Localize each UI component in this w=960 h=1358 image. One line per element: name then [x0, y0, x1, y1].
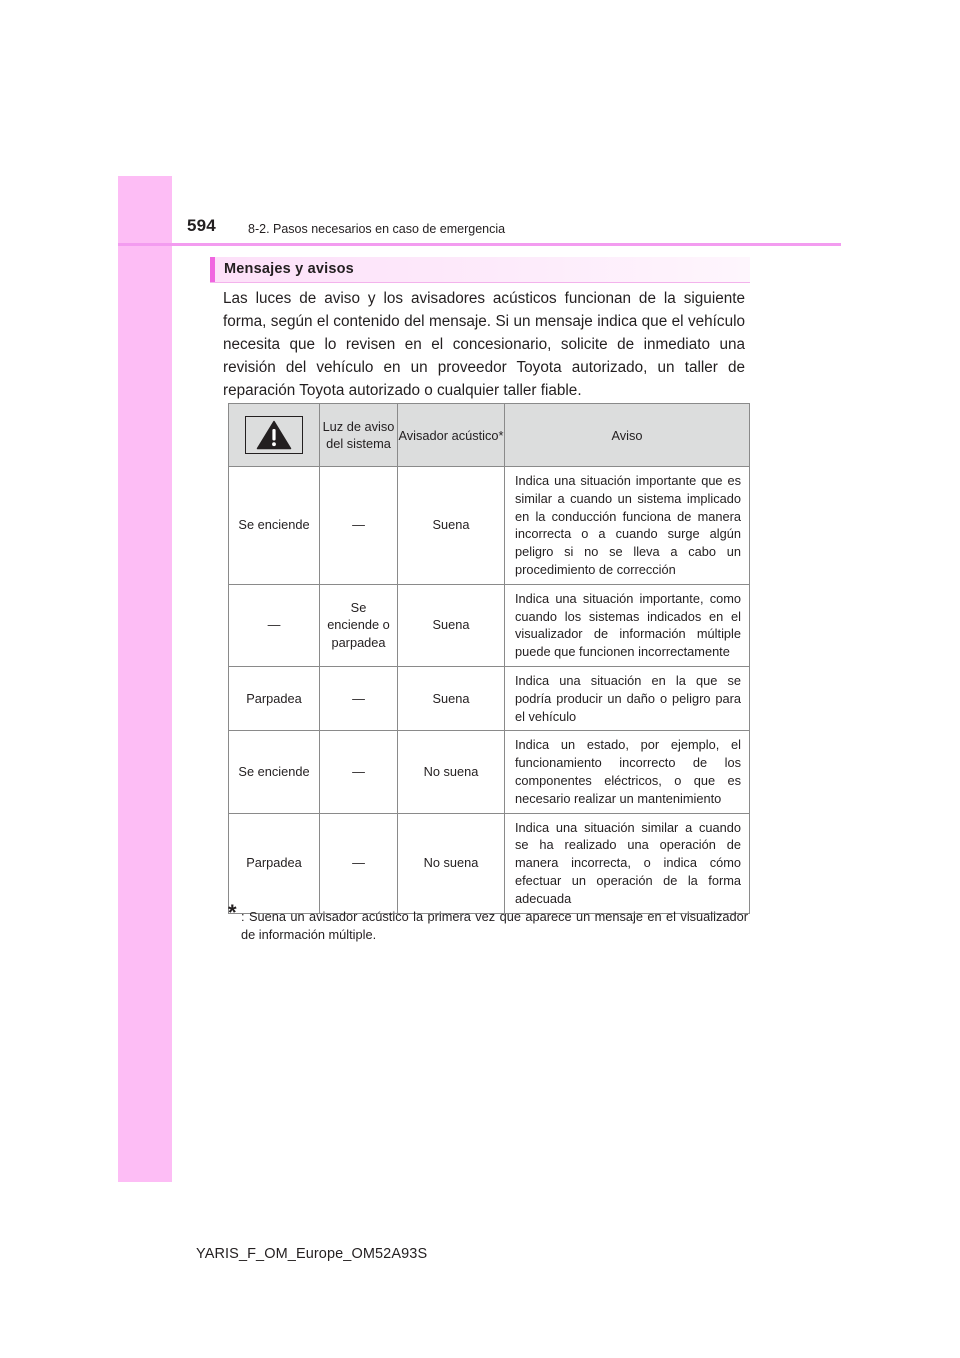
header-rule [118, 243, 841, 246]
messages-table [228, 403, 750, 914]
table-row [229, 731, 750, 813]
header-light: Luz de aviso del sistema [320, 404, 398, 467]
cell-indicator: Se enciende [229, 467, 320, 585]
cell-buzzer: No suena [398, 731, 505, 813]
cell-light: — [320, 813, 398, 913]
cell-description: Indica un estado, por ejemplo, el funcionamiento incorrecto de los componentes eléctricos, o que es necesario realizar un mantenimiento [505, 731, 750, 813]
section-heading [210, 257, 750, 283]
header-icon-cell [229, 404, 320, 467]
cell-indicator: Parpadea [229, 666, 320, 730]
table-header-row [229, 404, 750, 467]
cell-buzzer: Suena [398, 467, 505, 585]
header-notice: Aviso [505, 404, 750, 467]
cell-buzzer: Suena [398, 666, 505, 730]
table-row [229, 467, 750, 585]
cell-description: Indica una situación en la que se podría producir un daño o peligro para el vehículo [505, 666, 750, 730]
footnote [228, 900, 748, 943]
footnote-text: : Suena un avisador acústico la primera vez que aparece un mensaje en el visualizador de información múltiple. [241, 909, 748, 942]
cell-light: Se enciende o parpadea [320, 584, 398, 666]
warning-triangle-icon [245, 416, 303, 454]
cell-buzzer: Suena [398, 584, 505, 666]
table-row [229, 813, 750, 913]
table-row [229, 666, 750, 730]
document-id: YARIS_F_OM_Europe_OM52A93S [196, 1246, 428, 1262]
cell-indicator: Se enciende [229, 731, 320, 813]
cell-description: Indica una situación importante, como cuando los sistemas indicados en el visualizador de información múltiple puede que funcionen incorrectamente [505, 584, 750, 666]
cell-light: — [320, 731, 398, 813]
page-number: 594 [187, 216, 216, 235]
header-buzzer: Avisador acústico* [398, 404, 505, 467]
intro-paragraph: Las luces de aviso y los avisadores acústicos funcionan de la siguiente forma, según el contenido del mensaje. Si un mensaje indica que el vehículo necesita que lo revisen en el concesionario, solicite de inmediato una revisión del vehículo en un proveedor Toyota autorizado, un taller de reparación Toyota autorizado o cualquier taller fiable. [223, 290, 745, 399]
cell-light: — [320, 666, 398, 730]
cell-indicator: — [229, 584, 320, 666]
cell-description: Indica una situación similar a cuando se ha realizado una operación de manera incorrecta, o indica cómo efectuar un operación de la forma adecuada [505, 813, 750, 913]
cell-indicator: Parpadea [229, 813, 320, 913]
table-row [229, 584, 750, 666]
side-tab [118, 176, 172, 1182]
cell-buzzer: No suena [398, 813, 505, 913]
heading-accent [210, 257, 215, 282]
footnote-marker: * [228, 900, 237, 925]
section-title: 8-2. Pasos necesarios en caso de emergencia [248, 222, 506, 236]
section-heading-label: Mensajes y avisos [224, 261, 354, 277]
cell-light: — [320, 467, 398, 585]
cell-description: Indica una situación importante que es similar a cuando un sistema implicado en la conducción funciona de manera incorrecta o a cuando surge algún peligro si no se lleva a cabo un procedimiento de corrección [505, 467, 750, 585]
